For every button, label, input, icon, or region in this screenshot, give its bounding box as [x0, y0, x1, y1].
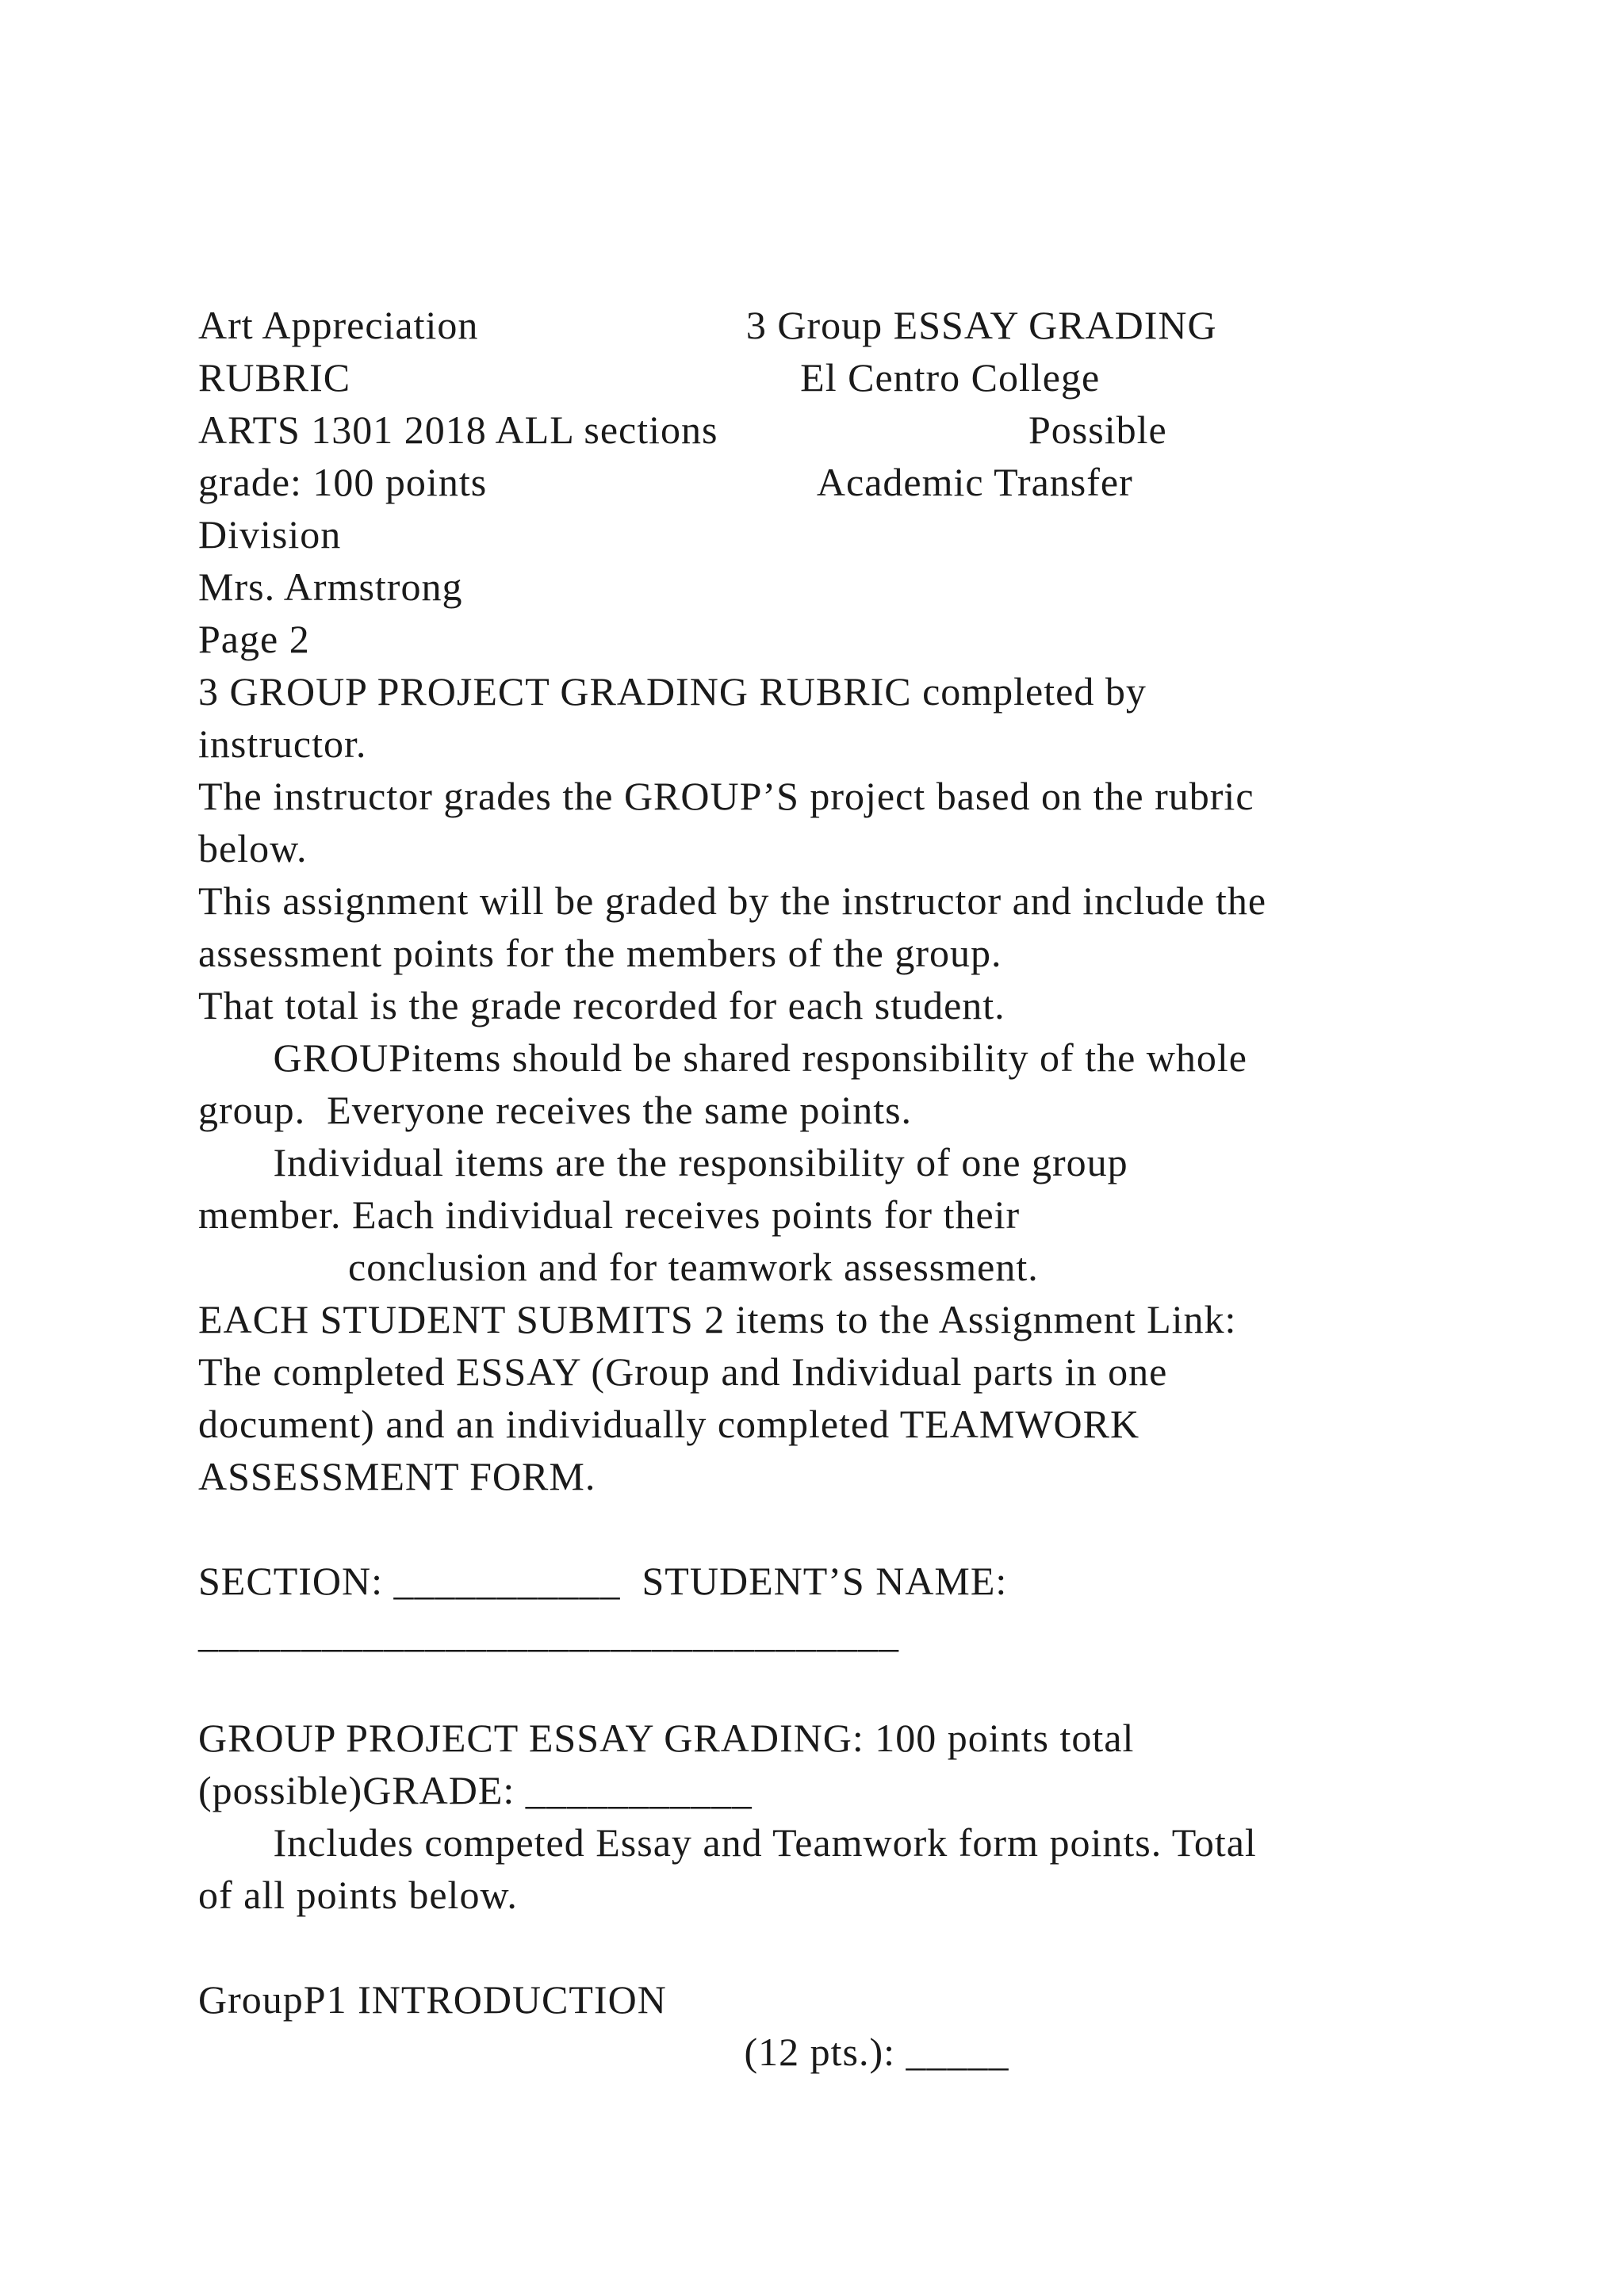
body-line: document) and an individually completed TEAMWORK [198, 1402, 1140, 1446]
page-number: Page 2 [198, 617, 310, 661]
body-line: below. [198, 826, 308, 871]
grade-field: (possible)GRADE: ___________ [198, 1768, 753, 1812]
body-line: conclusion and for teamwork assessment. [198, 1245, 1039, 1289]
header-line-2: RUBRIC El Centro College [198, 355, 1101, 400]
rubric-title: 3 GROUP PROJECT GRADING RUBRIC completed by [198, 669, 1147, 714]
header-line-1: Art Appreciation 3 Group ESSAY GRADING [198, 303, 1217, 347]
header-line-5: Division [198, 512, 342, 557]
body-line: The completed ESSAY (Group and Individual parts in one [198, 1349, 1168, 1394]
introduction-points-field: (12 pts.): _____ [198, 2030, 1009, 2074]
submission-instructions: EACH STUDENT SUBMITS 2 items to the Assignment Link: [198, 1297, 1237, 1341]
body-line: of all points below. [198, 1873, 518, 1917]
instructor-name: Mrs. Armstrong [198, 564, 463, 609]
body-line: Individual items are the responsibility of one group [198, 1140, 1128, 1184]
body-line: GROUPitems should be shared responsibility of the whole [198, 1035, 1247, 1080]
body-line: Includes competed Essay and Teamwork form points. Total [198, 1820, 1257, 1865]
header-line-4: grade: 100 points Academic Transfer [198, 460, 1133, 504]
rubric-title-cont: instructor. [198, 721, 367, 766]
body-line: The instructor grades the GROUP’S project based on the rubric [198, 774, 1254, 818]
student-name-blank: __________________________________ [198, 1611, 899, 1655]
body-line: ASSESSMENT FORM. [198, 1454, 596, 1498]
body-line: assessment points for the members of the group. [198, 931, 1002, 975]
section-student-name-field: SECTION: ___________ STUDENT’S NAME: [198, 1559, 1008, 1603]
body-line: group. Everyone receives the same points. [198, 1088, 913, 1132]
body-line: This assignment will be graded by the instructor and include the [198, 878, 1267, 923]
header-line-3: ARTS 1301 2018 ALL sections Possible [198, 408, 1167, 452]
essay-grading-heading: GROUP PROJECT ESSAY GRADING: 100 points total [198, 1716, 1135, 1760]
body-line: member. Each individual receives points for their [198, 1192, 1021, 1237]
introduction-heading: GroupP1 INTRODUCTION [198, 1977, 667, 2022]
body-line: That total is the grade recorded for each student. [198, 983, 1005, 1027]
